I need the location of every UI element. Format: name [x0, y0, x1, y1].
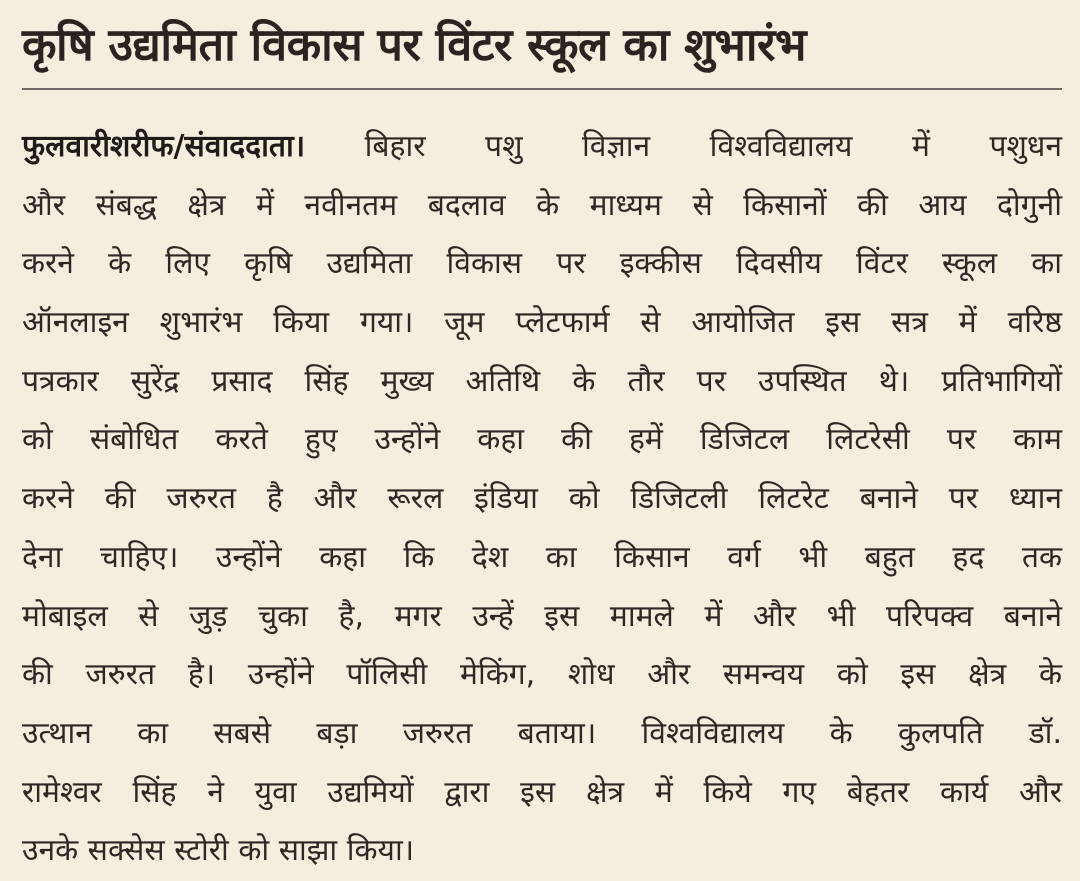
- headline-divider: [22, 88, 1062, 90]
- headline: कृषि उद्यमिता विकास पर विंटर स्कूल का शुभारंभ: [22, 18, 807, 71]
- article-line: उनके सक्सेस स्टोरी को साझा किया।: [22, 833, 415, 869]
- article-line: उत्थान का सबसे बड़ा जरुरत बताया। विश्वविद्यालय के कुलपति डॉ.: [22, 715, 1062, 751]
- article-line: को संबोधित करते हुए उन्होंने कहा की हमें डिजिटल लिटरेसी पर काम: [22, 422, 1062, 458]
- article-line: पत्रकार सुरेंद्र प्रसाद सिंह मुख्य अतिथि के तौर पर उपस्थित थे। प्रतिभागियों: [22, 363, 1062, 399]
- article-line-text: बिहार पशु विज्ञान विश्वविद्यालय में पशुधन: [364, 129, 1062, 164]
- article-line: की जरुरत है। उन्होंने पॉलिसी मेकिंग, शोध और समन्वय को इस क्षेत्र के: [22, 657, 1062, 693]
- dateline: फुलवारीशरीफ/संवाददाता।: [22, 129, 306, 164]
- article-line: देना चाहिए। उन्होंने कहा कि देश का किसान वर्ग भी बहुत हद तक: [22, 539, 1062, 575]
- article-line: ऑनलाइन शुभारंभ किया गया। जूम प्लेटफार्म से आयोजित इस सत्र में वरिष्ठ: [22, 305, 1062, 341]
- article-line: मोबाइल से जुड़ चुका है, मगर उन्हें इस मामले में और भी परिपक्व बनाने: [22, 598, 1062, 634]
- article-line: [22, 118, 1062, 177]
- article-line: और संबद्ध क्षेत्र में नवीनतम बदलाव के माध्यम से किसानों की आय दोगुनी: [22, 187, 1062, 223]
- article-body: [22, 118, 1062, 881]
- article-line: रामेश्वर सिंह ने युवा उद्यमियों द्वारा इस क्षेत्र में किये गए बेहतर कार्य और: [22, 774, 1062, 810]
- article-line: करने की जरुरत है और रूरल इंडिया को डिजिटली लिटरेट बनाने पर ध्यान: [22, 481, 1062, 517]
- article-line: करने के लिए कृषि उद्यमिता विकास पर इक्कीस दिवसीय विंटर स्कूल का: [22, 246, 1062, 282]
